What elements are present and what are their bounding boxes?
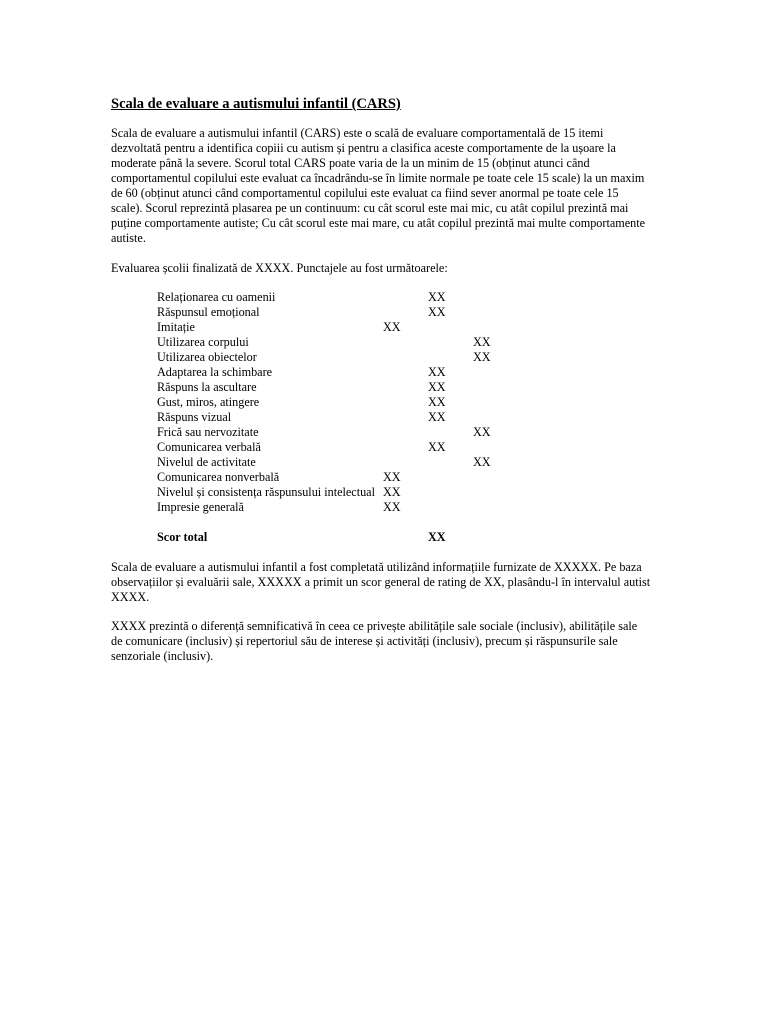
score-value: XX [428,380,446,394]
document-title: Scala de evaluare a autismului infantil (CARS) [111,96,401,112]
score-value: XX [428,365,446,379]
score-label: Imitație [157,320,195,334]
score-row [157,335,517,350]
score-label: Gust, miros, atingere [157,395,260,409]
score-row [157,290,517,305]
score-label: Relaționarea cu oamenii [157,290,276,304]
summary-paragraph: XXXX prezintă o diferență semnificativă în ceea ce privește abilitățile sale sociale (inclusiv), abilitățile sale de comunicare (inclusiv) și repertoriul său de interese și activități (inclusiv), precum și răspunsurile sale senzoriale (inclusiv). [111,619,638,663]
score-label: Frică sau nervozitate [157,425,259,439]
score-value: XX [473,335,491,349]
score-label: Comunicarea nonverbală [157,470,280,484]
score-label: Nivelul și consistența răspunsului intelectual [157,485,375,499]
score-row [157,395,517,410]
score-row [157,470,517,485]
score-value: XX [383,485,401,499]
score-label: Utilizarea corpului [157,335,249,349]
score-value: XX [428,395,446,409]
score-row [157,380,517,395]
score-value: XX [428,290,446,304]
intro-paragraph: Scala de evaluare a autismului infantil (CARS) este o scală de evaluare comportamentală de 15 itemi dezvoltată pentru a identifica copiii cu autism și pentru a clasifica aceste comportamente de la ușoare la moderate până la severe. Scorul total CARS poate varia de la un minim de 15 (obținut atunci când comportamentul copilului este evaluat ca încadrându-se în limite normale pe toate cele 15 scale) la un maxim de 60 (obținut atunci când comportamentul copilului este evaluat ca fiind sever anormal pe toate cele 15 scale). Scorul reprezintă plasarea pe un continuum: cu cât scorul este mai mic, cu atât copilul prezintă mai puține comportamente autiste; Cu cât scorul este mai mare, cu atât copilul prezintă mai multe comportamente autiste. [111,126,646,245]
total-score-row [157,530,517,545]
evaluation-intro-paragraph: Evaluarea școlii finalizată de XXXX. Punctajele au fost următoarele: [111,261,448,275]
total-score-label: Scor total [157,530,208,544]
score-value: XX [428,440,446,454]
score-row [157,485,517,500]
score-label: Utilizarea obiectelor [157,350,257,364]
score-value: XX [383,320,401,334]
score-value: XX [428,410,446,424]
completion-paragraph: Scala de evaluare a autismului infantil a fost completată utilizând informațiile furnizate de XXXXX. Pe baza observațiilor și evaluării sale, XXXXX a primit un scor general de rating de XX, plasându-l în intervalul autist XXXX. [111,560,651,604]
score-row [157,410,517,425]
score-row [157,320,517,335]
total-score-value: XX [428,530,446,544]
score-row [157,440,517,455]
score-row [157,365,517,380]
score-row [157,455,517,470]
score-label: Nivelul de activitate [157,455,256,469]
score-value: XX [473,425,491,439]
score-row [157,305,517,320]
score-label: Răspuns vizual [157,410,232,424]
score-label: Adaptarea la schimbare [157,365,273,379]
score-label: Impresie generală [157,500,244,514]
score-row [157,500,517,515]
score-row [157,425,517,440]
score-value: XX [473,455,491,469]
score-label: Răspunsul emoțional [157,305,260,319]
score-value: XX [473,350,491,364]
score-row [157,350,517,365]
score-table [157,290,517,545]
score-label: Răspuns la ascultare [157,380,257,394]
score-value: XX [383,470,401,484]
score-value: XX [383,500,401,514]
score-label: Comunicarea verbală [157,440,261,454]
score-value: XX [428,305,446,319]
